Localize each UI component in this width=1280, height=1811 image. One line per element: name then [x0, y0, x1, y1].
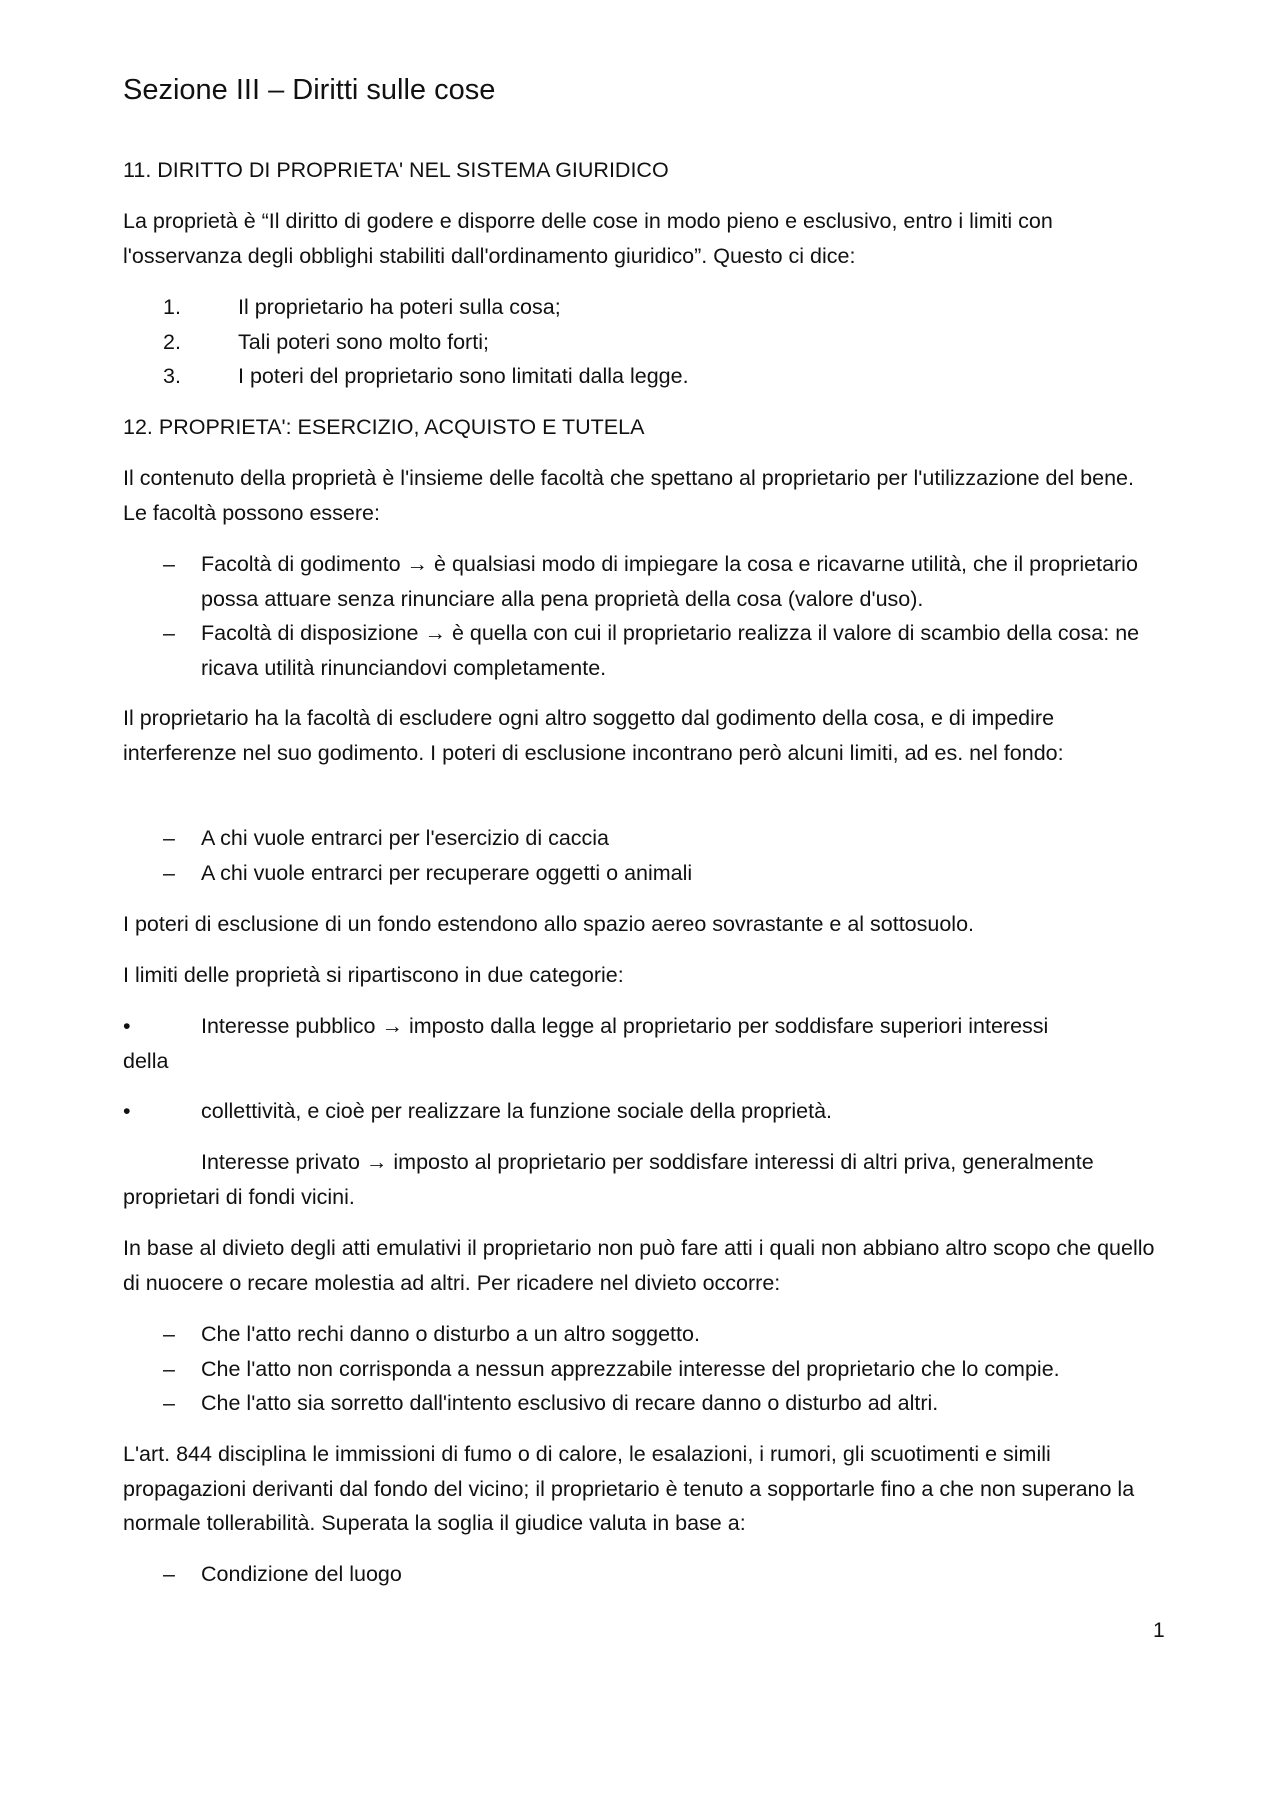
- list-number: 3.: [163, 364, 181, 388]
- section-12-paragraph-2: Il proprietario ha la facoltà di escludere ogni altro soggetto dal godimento della cosa, e di impedire interferenze nel suo godimento. I poteri di esclusione incontrano però alcuni limiti, ad es. nel fondo:: [123, 706, 1064, 765]
- bullet-marker: •: [123, 1099, 131, 1123]
- dash-marker: –: [163, 826, 175, 850]
- dash-marker: –: [163, 1562, 175, 1586]
- list-item-text: A chi vuole entrarci per recuperare oggetti o animali: [201, 860, 693, 885]
- bullet-marker: •: [123, 1014, 131, 1038]
- list-item: [123, 290, 1163, 325]
- list-item-text: A chi vuole entrarci per l'esercizio di caccia: [201, 826, 610, 850]
- list-item-text: Il proprietario ha poteri sulla cosa;: [238, 295, 561, 319]
- list-item-text: Facoltà di disposizione → è quella con cui il proprietario realizza il valore di scambio della cosa: ne ricava utilità rinunciandovi completamente.: [201, 621, 1140, 680]
- bullet-paragraph: [123, 1094, 1163, 1129]
- bullet-paragraph: [123, 1009, 1163, 1078]
- section-12-paragraph-3: I poteri di esclusione di un fondo estendono allo spazio aereo sovrastante e al sottosuolo.: [123, 912, 975, 936]
- emulative-acts-list: [123, 1317, 1163, 1421]
- judge-criteria-list: [123, 1557, 1163, 1592]
- list-item: [123, 359, 1163, 394]
- list-item: [123, 325, 1163, 360]
- section-12-paragraph-4: I limiti delle proprietà si ripartiscono in due categorie:: [123, 963, 624, 987]
- list-item: [123, 616, 1163, 685]
- dash-marker: –: [163, 1356, 175, 1381]
- list-item: [123, 1352, 1163, 1387]
- section-12-heading: 12. PROPRIETA': ESERCIZIO, ACQUISTO E TUTELA: [123, 415, 645, 439]
- dash-marker: –: [163, 1322, 175, 1346]
- faculties-list: [123, 547, 1163, 685]
- list-item-text: Che l'atto non corrisponda a nessun apprezzabile interesse del proprietario che lo compie.: [201, 1356, 1060, 1381]
- section-12-paragraph-7: L'art. 844 disciplina le immissioni di fumo o di calore, le esalazioni, i rumori, gli scuotimenti e simili propagazioni derivanti dal fondo del vicino; il proprietario è tenuto a sopportarle fino a che non superano la normale tollerabilità. Superata la soglia il giudice valuta in base a:: [123, 1442, 1135, 1535]
- list-item-text: I poteri del proprietario sono limitati dalla legge.: [238, 364, 689, 388]
- bullet-text: Interesse pubblico → imposto dalla legge al proprietario per soddisfare superiori interessi: [201, 1014, 1049, 1038]
- list-item: [123, 1386, 1163, 1421]
- exclusion-limits-list: [123, 821, 1163, 890]
- list-item: [123, 856, 1163, 891]
- bullet-text: collettività, e cioè per realizzare la funzione sociale della proprietà.: [201, 1099, 833, 1123]
- section-11-heading: 11. DIRITTO DI PROPRIETA' NEL SISTEMA GIURIDICO: [123, 158, 669, 182]
- list-item-text: Tali poteri sono molto forti;: [238, 329, 489, 354]
- page-title: Sezione III – Diritti sulle cose: [123, 74, 496, 106]
- list-item: [123, 1317, 1163, 1352]
- section-12-paragraph-6: In base al divieto degli atti emulativi il proprietario non può fare atti i quali non abbiano altro scopo che quello di nuocere o recare molestia ad altri. Per ricadere nel divieto occorre:: [123, 1236, 1155, 1295]
- section-11-numbered-list: [123, 290, 1163, 394]
- section-12-paragraph-1: Il contenuto della proprietà è l'insieme delle facoltà che spettano al proprietario per l'utilizzazione del bene. Le facoltà possono essere:: [123, 466, 1134, 525]
- list-item-text: Condizione del luogo: [201, 1562, 402, 1586]
- list-item: [123, 1557, 1163, 1592]
- list-item: [123, 547, 1163, 616]
- list-number: 1.: [163, 295, 181, 319]
- dash-marker: –: [163, 621, 175, 645]
- bullet-continuation: della: [123, 1048, 169, 1073]
- list-item-text: Facoltà di godimento → è qualsiasi modo di impiegare la cosa e ricavarne utilità, che il proprietario possa attuare senza rinunciare alla pena proprietà della cosa (valore d'uso).: [201, 552, 1138, 611]
- page-number: 1: [1153, 1619, 1165, 1642]
- list-item: [123, 821, 1163, 856]
- dash-marker: –: [163, 552, 175, 576]
- dash-marker: –: [163, 860, 175, 885]
- list-number: 2.: [163, 329, 181, 354]
- list-item-text: Che l'atto sia sorretto dall'intento esclusivo di recare danno o disturbo ad altri.: [201, 1391, 939, 1415]
- section-11-paragraph: La proprietà è “Il diritto di godere e disporre delle cose in modo pieno e esclusivo, entro i limiti con l'osservanza degli obblighi stabiliti dall'ordinamento giuridico”. Questo ci dice:: [123, 209, 1053, 268]
- list-item-text: Che l'atto rechi danno o disturbo a un altro soggetto.: [201, 1322, 700, 1346]
- dash-marker: –: [163, 1391, 175, 1415]
- section-12-paragraph-5: Interesse privato → imposto al proprietario per soddisfare interessi di altri priva, generalmente proprietari di fondi vicini.: [123, 1150, 1094, 1209]
